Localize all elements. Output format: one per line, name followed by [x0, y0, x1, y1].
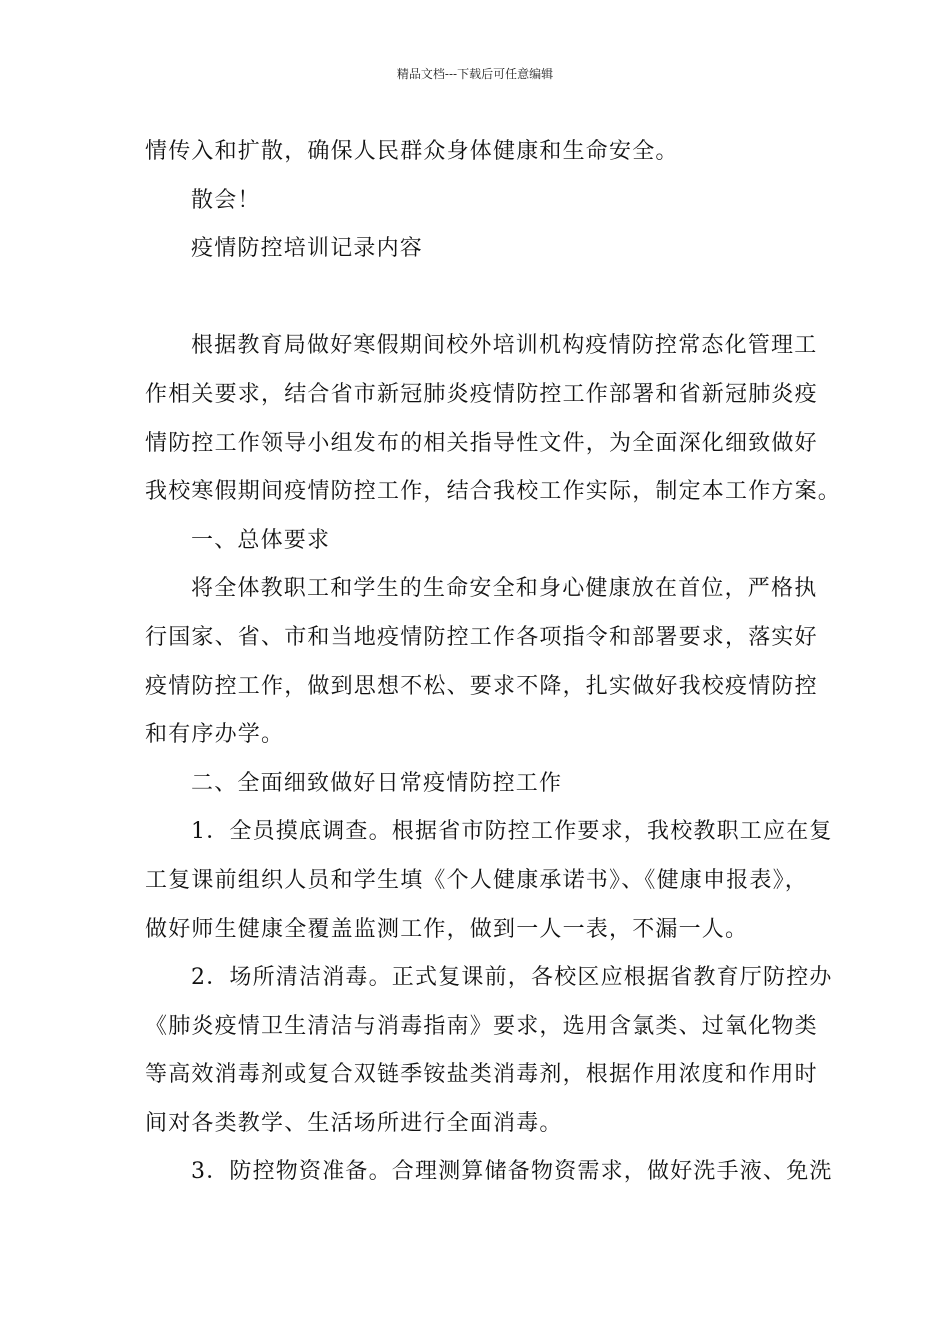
- paragraph-line: 情防控工作领导小组发布的相关指导性文件，为全面深化细致做好: [145, 430, 818, 456]
- blank-line: [145, 274, 815, 323]
- paragraph-line: 散会！: [191, 187, 261, 213]
- paragraph-line: 疫情防控工作，做到思想不松、要求不降，扎实做好我校疫情防控: [145, 673, 818, 699]
- paragraph-line: 《肺炎疫情卫生清洁与消毒指南》要求，选用含氯类、过氧化物类: [145, 1013, 818, 1039]
- section-title: 疫情防控培训记录内容: [191, 236, 424, 262]
- paragraph-line: 间对各类教学、生活场所进行全面消毒。: [145, 1110, 563, 1136]
- paragraph-line: 行国家、省、市和当地疫情防控工作各项指令和部署要求，落实好: [145, 624, 818, 650]
- paragraph-line: 作相关要求，结合省市新冠肺炎疫情防控工作部署和省新冠肺炎疫: [145, 381, 818, 407]
- paragraph-line: 和有序办学。: [145, 722, 285, 748]
- paragraph-line: 工复课前组织人员和学生填《个人健康承诺书》、《健康申报表》，: [145, 867, 809, 893]
- paragraph-line: 2．场所清洁消毒。正式复课前，各校区应根据省教育厅防控办: [191, 965, 833, 991]
- paragraph-line: 1．全员摸底调查。根据省市防控工作要求，我校教职工应在复: [191, 819, 833, 845]
- paragraph-line: 等高效消毒剂或复合双链季铵盐类消毒剂，根据作用浓度和作用时: [145, 1062, 818, 1088]
- paragraph-line: 将全体教职工和学生的生命安全和身心健康放在首位，严格执: [191, 576, 818, 602]
- page-header: 精品文档---下载后可任意编辑: [396, 67, 554, 81]
- section-heading: 二、全面细致做好日常疫情防控工作: [191, 770, 563, 796]
- paragraph-line: 情传入和扩散，确保人民群众身体健康和生命安全。: [145, 139, 679, 164]
- paragraph-line: 做好师生健康全覆盖监测工作，做到一人一表，不漏一人。: [145, 916, 749, 942]
- section-heading: 一、总体要求: [191, 527, 331, 553]
- paragraph-line: 根据教育局做好寒假期间校外培训机构疫情防控常态化管理工: [191, 333, 818, 359]
- document-body: [145, 128, 842, 1197]
- paragraph-line: 我校寒假期间疫情防控工作，结合我校工作实际，制定本工作方案。: [145, 479, 842, 505]
- paragraph-line: 3．防控物资准备。合理测算储备物资需求，做好洗手液、免洗: [191, 1159, 833, 1185]
